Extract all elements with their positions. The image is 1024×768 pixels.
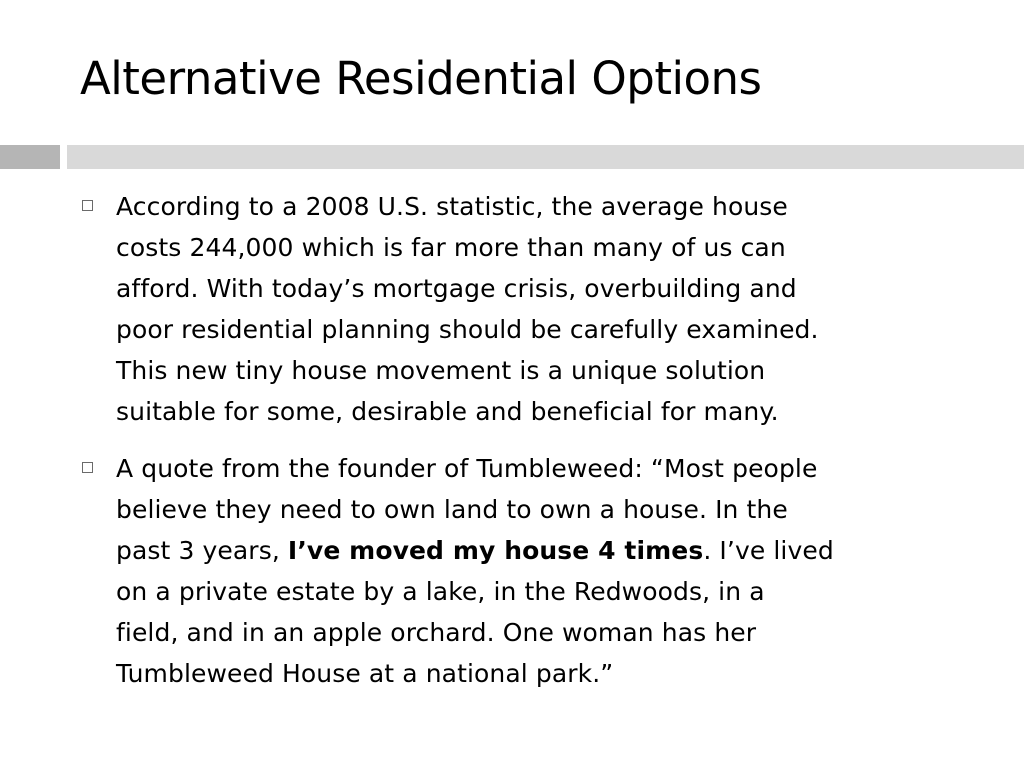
title-rule-accent bbox=[0, 145, 60, 169]
text-line: costs 244,000 which is far more than many of us can bbox=[116, 233, 786, 262]
text-line: According to a 2008 U.S. statistic, the average house bbox=[116, 192, 788, 221]
text-line: poor residential planning should be carefully examined. bbox=[116, 315, 819, 344]
title-rule-bar bbox=[67, 145, 1024, 169]
text-line: A quote from the founder of Tumbleweed: “Most people bbox=[116, 454, 818, 483]
text-line: This new tiny house movement is a unique solution bbox=[116, 356, 766, 385]
text-run: past 3 years, bbox=[116, 536, 288, 565]
text-line: field, and in an apple orchard. One woman has her bbox=[116, 618, 757, 647]
text-line: on a private estate by a lake, in the Redwoods, in a bbox=[116, 577, 765, 606]
bold-emphasis: I’ve moved my house 4 times bbox=[287, 536, 704, 565]
text-line-emphasis bbox=[116, 530, 980, 571]
bullet-item-quote bbox=[80, 448, 980, 694]
text-run: . I’ve lived bbox=[703, 536, 834, 565]
text-line: Tumbleweed House at a national park.” bbox=[116, 659, 614, 688]
text-line: suitable for some, desirable and beneficial for many. bbox=[116, 397, 779, 426]
bullet-item-statistic bbox=[80, 186, 980, 432]
hollow-square-bullet-icon bbox=[82, 200, 93, 211]
text-line: believe they need to own land to own a house. In the bbox=[116, 495, 788, 524]
bullet-list bbox=[80, 186, 980, 710]
text-line: afford. With today’s mortgage crisis, overbuilding and bbox=[116, 274, 797, 303]
slide-title: Alternative Residential Options bbox=[80, 52, 762, 105]
hollow-square-bullet-icon bbox=[82, 462, 93, 473]
